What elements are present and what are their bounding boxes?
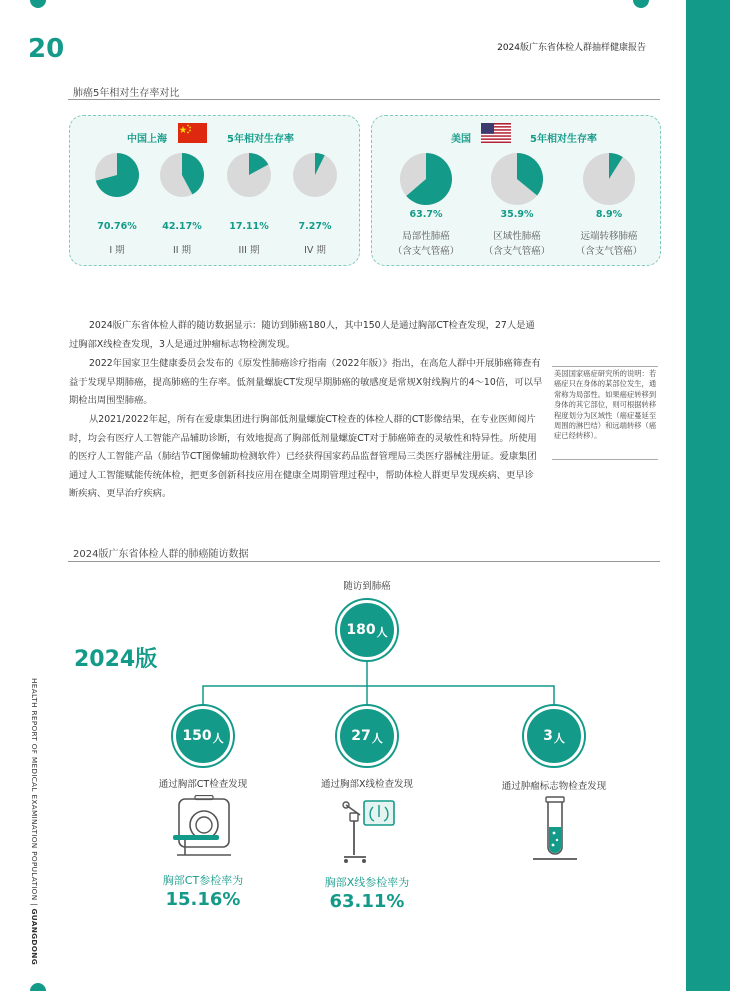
ct-branch-label: 通过胸部CT检查发现 (158, 779, 248, 790)
page-number: 20 (28, 34, 65, 64)
xray-unit: 人 (371, 731, 383, 745)
china-region-label: 中国上海 (127, 134, 167, 145)
usa-pct-1: 63.7% (409, 209, 443, 220)
usa-pct-3: 8.9% (595, 209, 623, 220)
usa-metric-label: 5年相对生存率 (530, 134, 597, 145)
china-stage-label-1: I 期 (109, 245, 125, 256)
root-unit: 人 (376, 625, 388, 639)
china-stage-label-3: III 期 (238, 245, 260, 256)
xray-count-circle (337, 706, 397, 766)
marker-unit: 人 (553, 731, 565, 745)
china-pct-stage-4: 7.27% (298, 221, 332, 232)
ct-count-circle (173, 706, 233, 766)
survival-section-title: 肺癌5年相对生存率对比 (73, 88, 180, 99)
xray-rate-value: 63.11% (329, 891, 405, 912)
side-main-text: HEALTH REPORT OF MEDICAL EXAMINATION POPULATION (30, 678, 39, 901)
ct-unit: 人 (212, 731, 224, 745)
root-label: 随访到肺癌 (343, 581, 391, 592)
usa-sublabel-2: （含支气管癌） (483, 246, 551, 257)
china-stage-label-2: II 期 (172, 245, 192, 256)
usa-sublabel-3: （含支气管癌） (575, 246, 643, 257)
followup-section-title: 2024版广东省体检人群的肺癌随访数据 (73, 549, 249, 560)
china-metric-label: 5年相对生存率 (227, 134, 294, 145)
xray-count: 27 (351, 728, 371, 744)
china-pct-stage-3: 17.11% (229, 221, 269, 232)
paragraph-guideline: 2022年国家卫生健康委员会发布的《原发性肺癌诊疗指南（2022年版）》指出，在高危人群中开展肺癌筛查有益于发现早期肺癌，提高肺癌的生存率。低剂量螺旋CT发现早期肺癌的敏感度是常规X射线胸片的4～10倍，可以早期检出周围型肺癌。 (69, 358, 543, 406)
china-pct-stage-1: 70.76% (97, 221, 137, 232)
root-count: 180 (346, 622, 376, 638)
usa-label-3: 远端转移肺癌 (580, 231, 638, 242)
marker-count: 3 (543, 728, 553, 744)
paragraph-ai-ct: 从2021/2022年起，所有在爱康集团进行胸部低剂量螺旋CT检查的体检人群的CT影像结果，在专业医师阅片时，均会有医疗人工智能产品辅助诊断，有效地提高了胸部低剂量螺旋CT对于肺癌筛查的灵敏性和特异性。所使用的医疗人工智能产品（肺结节CT图像辅助检测软件）已经获得国家药品监督管理局三类医疗器械注册证。爱康集团通过人工智能赋能传统体检，把更多创新科技应用在健康全周期管理过程中，帮助体检人群更早发现疾病、更早诊断疾病、更早治疗疾病。 (69, 414, 537, 499)
sidenote-nci: 美国国家癌症研究所的说明：若癌症只在身体的某部位发生，通常称为局部性。如果癌症转移到身体的其它部位，则可根据转移程度划分为区域性（癌症蔓延至周围的淋巴结）和远端转移（癌症已经转移）。 (554, 369, 657, 441)
marker-count-circle (524, 706, 584, 766)
usa-label-2: 区域性肺癌 (493, 231, 541, 242)
usa-sublabel-1: （含支气管癌） (392, 246, 460, 257)
report-title: 2024版广东省体检人群抽样健康报告 (497, 43, 646, 53)
side-region: GUANGDONG (30, 908, 39, 965)
edition-label: 2024版 (74, 647, 158, 672)
usa-label-1: 局部性肺癌 (402, 231, 450, 242)
china-pct-stage-2: 42.17% (162, 221, 202, 232)
usa-pct-2: 35.9% (500, 209, 534, 220)
ct-rate-value: 15.16% (165, 889, 241, 910)
ct-scanner-icon (171, 795, 237, 859)
ct-count: 150 (182, 728, 212, 744)
side-separator: | (30, 903, 39, 906)
test-tube-icon (527, 795, 583, 867)
paragraph-followup: 2024版广东省体检人群的随访数据显示：随访到肺癌180人，其中150人是通过胸部CT检查发现，27人是通过胸部X线检查发现，3人是通过肿瘤标志物检测发现。 (69, 320, 535, 350)
marker-branch-label: 通过肿瘤标志物检查发现 (501, 781, 607, 792)
china-stage-label-4: IV 期 (304, 245, 326, 256)
xray-machine-icon (336, 795, 400, 867)
ct-rate-label: 胸部CT参检率为 (162, 874, 244, 887)
xray-branch-label: 通过胸部X线检查发现 (320, 779, 413, 790)
root-count-circle (337, 600, 397, 660)
xray-rate-label: 胸部X线参检率为 (324, 876, 410, 889)
usa-region-label: 美国 (451, 134, 471, 145)
